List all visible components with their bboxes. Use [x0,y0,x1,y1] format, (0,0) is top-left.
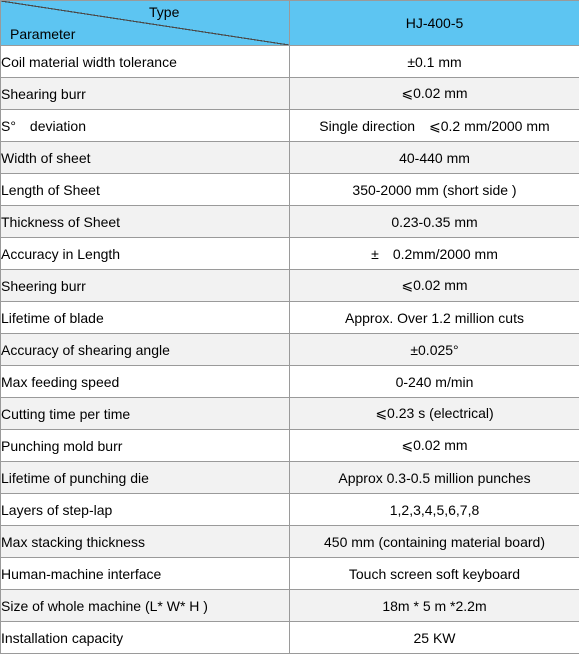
value-cell: 0-240 m/min [290,366,579,398]
parameter-cell: Accuracy in Length [1,238,290,270]
table-header-row [1,1,579,46]
table-row [1,302,579,334]
value-cell: Approx. Over 1.2 million cuts [290,302,579,334]
table-row [1,622,579,654]
value-cell: Single direction ⩽0.2 mm/2000 mm [290,110,579,142]
value-cell: ±0.1 mm [290,46,579,78]
parameter-cell: Shearing burr [1,78,290,110]
value-cell: 40-440 mm [290,142,579,174]
value-cell: 0.23-0.35 mm [290,206,579,238]
table-row [1,206,579,238]
parameter-cell: Width of sheet [1,142,290,174]
parameter-cell: Lifetime of blade [1,302,290,334]
parameter-cell: Max stacking thickness [1,526,290,558]
value-cell: Touch screen soft keyboard [290,558,579,590]
value-cell: ⩽0.02 mm [290,270,579,302]
table-row [1,270,579,302]
table-row [1,462,579,494]
diagonal-split [1,1,289,45]
parameter-cell: Size of whole machine (L* W* H ) [1,590,290,622]
parameter-cell: Accuracy of shearing angle [1,334,290,366]
value-cell: 25 KW [290,622,579,654]
table-row [1,46,579,78]
value-cell: 350-2000 mm (short side ) [290,174,579,206]
parameter-header-label: Parameter [10,26,76,42]
value-cell: ⩽0.02 mm [290,78,579,110]
table-row [1,174,579,206]
table-row [1,110,579,142]
parameter-cell: Human-machine interface [1,558,290,590]
parameter-cell: Sheering burr [1,270,290,302]
value-cell: ±0.025° [290,334,579,366]
parameter-cell: Punching mold burr [1,430,290,462]
parameter-cell: Cutting time per time [1,398,290,430]
table-row [1,398,579,430]
value-cell: ⩽0.23 s (electrical) [290,398,579,430]
table-row [1,558,579,590]
table-row [1,334,579,366]
value-cell: 1,2,3,4,5,6,7,8 [290,494,579,526]
value-cell: Approx 0.3-0.5 million punches [290,462,579,494]
value-cell: ⩽0.02 mm [290,430,579,462]
parameter-cell: Max feeding speed [1,366,290,398]
table-row [1,526,579,558]
parameter-cell: Length of Sheet [1,174,290,206]
table-row [1,366,579,398]
parameter-cell: Thickness of Sheet [1,206,290,238]
table-row [1,494,579,526]
table-row [1,142,579,174]
value-cell: 18m * 5 m *2.2m [290,590,579,622]
parameter-cell: Lifetime of punching die [1,462,290,494]
table-row [1,590,579,622]
table-row [1,78,579,110]
value-cell: 450 mm (containing material board) [290,526,579,558]
parameter-cell: Coil material width tolerance [1,46,290,78]
model-header: HJ-400-5 [290,1,579,46]
diagonal-header-cell [1,1,290,46]
table-row [1,238,579,270]
parameter-cell: Installation capacity [1,622,290,654]
parameter-cell: Layers of step-lap [1,494,290,526]
type-header-label: Type [149,4,180,20]
table-row [1,430,579,462]
value-cell: ± 0.2mm/2000 mm [290,238,579,270]
parameter-cell: S° deviation [1,110,290,142]
